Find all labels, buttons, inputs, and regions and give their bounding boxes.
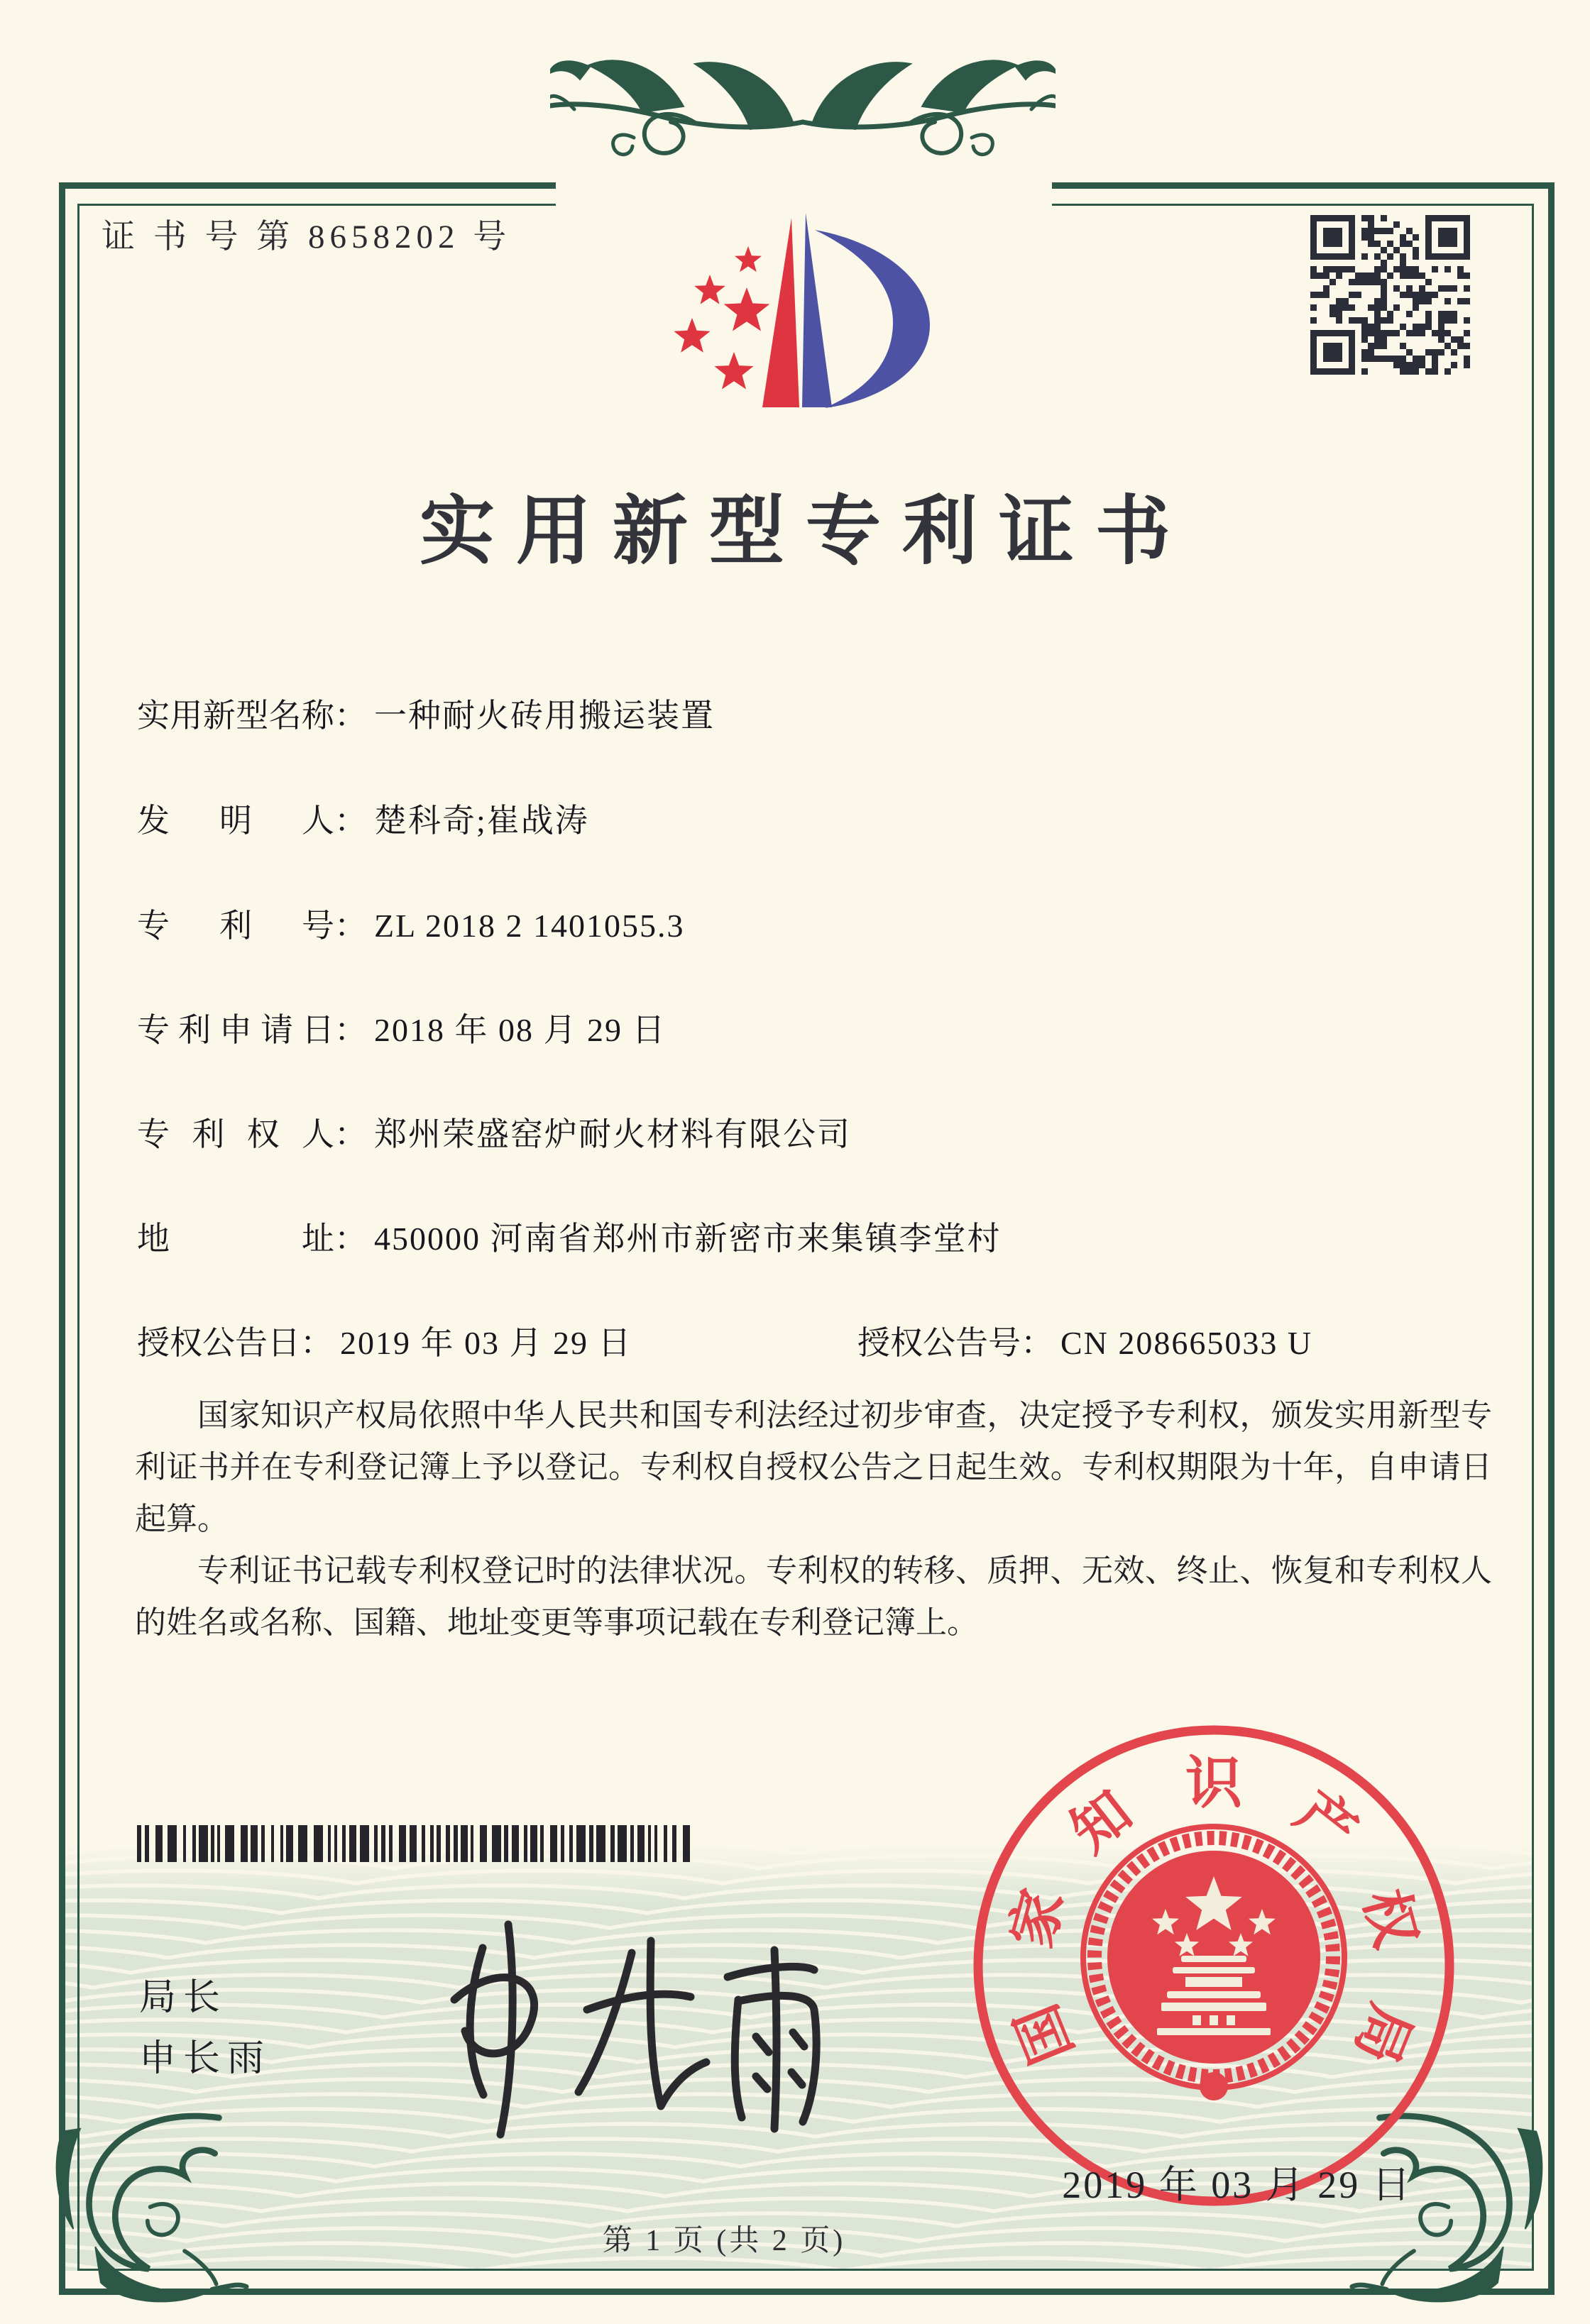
seal-char: 产: [1283, 1780, 1368, 1865]
grant-date-label: 授权公告日: [137, 1325, 300, 1361]
logo-star-icon: [674, 318, 710, 353]
legal-paragraph-2: 专利证书记载专利权登记时的法律状况。专利权的转移、质押、无效、终止、恢复和专利权人的姓名或名称、国籍、地址变更等事项记载在专利登记簿上。: [135, 1553, 1492, 1640]
legal-paragraph-1: 国家知识产权局依照中华人民共和国专利法经过初步审查，决定授予专利权，颁发实用新型专利证书并在专利登记簿上予以登记。专利权自授权公告之日起生效。专利权期限为十年，自申请日起算。: [135, 1398, 1492, 1536]
cnipa-patent-logo-icon: [640, 200, 968, 436]
field-row-patent-number: [137, 900, 685, 947]
field-colon: ：: [334, 1221, 367, 1257]
logo-blue-spike: [802, 213, 832, 407]
field-colon: ：: [334, 698, 367, 734]
field-value: 郑州荣盛窑炉耐火材料有限公司: [374, 1116, 851, 1152]
certificate-title: 实用新型专利证书: [420, 490, 1192, 573]
qr-code: [1310, 215, 1470, 375]
grant-date-value: 2019 年 03 月 29 日: [340, 1325, 632, 1361]
logo-star-icon: [714, 352, 753, 390]
field-colon: ：: [300, 1325, 333, 1361]
logo-star-icon: [694, 275, 725, 304]
frame-top-outer-left: [59, 182, 556, 189]
top-dragon-flourish-ornament: [550, 37, 1056, 187]
field-row-grant-announcement: [137, 1317, 1313, 1364]
certificate-number: 证 书 号 第 8658202 号: [102, 219, 512, 255]
field-row-address: [137, 1213, 1002, 1260]
frame-top-inner-right: [1052, 204, 1534, 206]
frame-top-inner-left: [77, 204, 556, 206]
seal-char: 家: [1000, 1883, 1076, 1954]
logo-star-icon: [735, 246, 762, 272]
field-label: 专利号: [137, 908, 334, 944]
seal-char: 识: [1185, 1753, 1242, 1815]
commissioner-title: 局长: [139, 1978, 228, 2018]
field-value: ZL 2018 2 1401055.3: [374, 908, 685, 944]
barcode: [137, 1825, 699, 1862]
field-colon: ：: [334, 1116, 367, 1152]
logo-blue-crescent: [815, 230, 930, 408]
grant-number-label: 授权公告号: [857, 1325, 1021, 1361]
official-seal: [971, 1723, 1457, 2208]
bottom-left-flourish-ornament: [37, 2104, 250, 2317]
frame-top-outer-right: [1052, 182, 1555, 189]
field-colon: ：: [334, 803, 367, 839]
field-value: 楚科奇;崔战涛: [374, 803, 589, 839]
national-emblem: [1083, 1827, 1344, 2100]
seal-char: 权: [1352, 1883, 1427, 1954]
field-label: 专利权人: [137, 1116, 334, 1152]
frame-bottom-outer: [59, 2289, 1555, 2295]
seal-char: 国: [1005, 1995, 1085, 2072]
seal-char: 知: [1060, 1780, 1144, 1865]
handwritten-signature: [415, 1909, 827, 2164]
page-number: 第 1 页 (共 2 页): [602, 2225, 846, 2257]
field-row-inventor: [137, 795, 589, 842]
logo-red-spike: [762, 218, 799, 407]
field-row-utility-model-name: [137, 690, 715, 737]
field-label: 发明人: [137, 803, 334, 839]
field-value: 450000 河南省郑州市新密市来集镇李堂村: [374, 1221, 1002, 1257]
field-label: 地址: [137, 1221, 334, 1257]
field-row-patentee: [137, 1108, 851, 1155]
seal-char: 局: [1342, 1995, 1422, 2072]
grant-number-value: CN 208665033 U: [1060, 1325, 1313, 1361]
field-label: 实用新型名称: [137, 698, 334, 734]
field-value: 一种耐火砖用搬运装置: [374, 698, 715, 734]
emblem-gear: [1200, 2072, 1228, 2100]
field-colon: ：: [334, 908, 367, 944]
field-row-filing-date: [137, 1004, 667, 1051]
commissioner-name: 申长雨: [139, 2039, 272, 2079]
field-colon: ：: [1021, 1325, 1053, 1361]
field-label: 专利申请日: [137, 1012, 334, 1048]
logo-star-icon: [724, 287, 770, 331]
legal-text-block: [135, 1389, 1492, 1648]
field-value: 2018 年 08 月 29 日: [374, 1012, 667, 1048]
field-colon: ：: [334, 1012, 367, 1048]
frame-bottom-inner: [77, 2269, 1534, 2271]
seal-date: 2019 年 03 月 29 日: [1062, 2164, 1413, 2206]
